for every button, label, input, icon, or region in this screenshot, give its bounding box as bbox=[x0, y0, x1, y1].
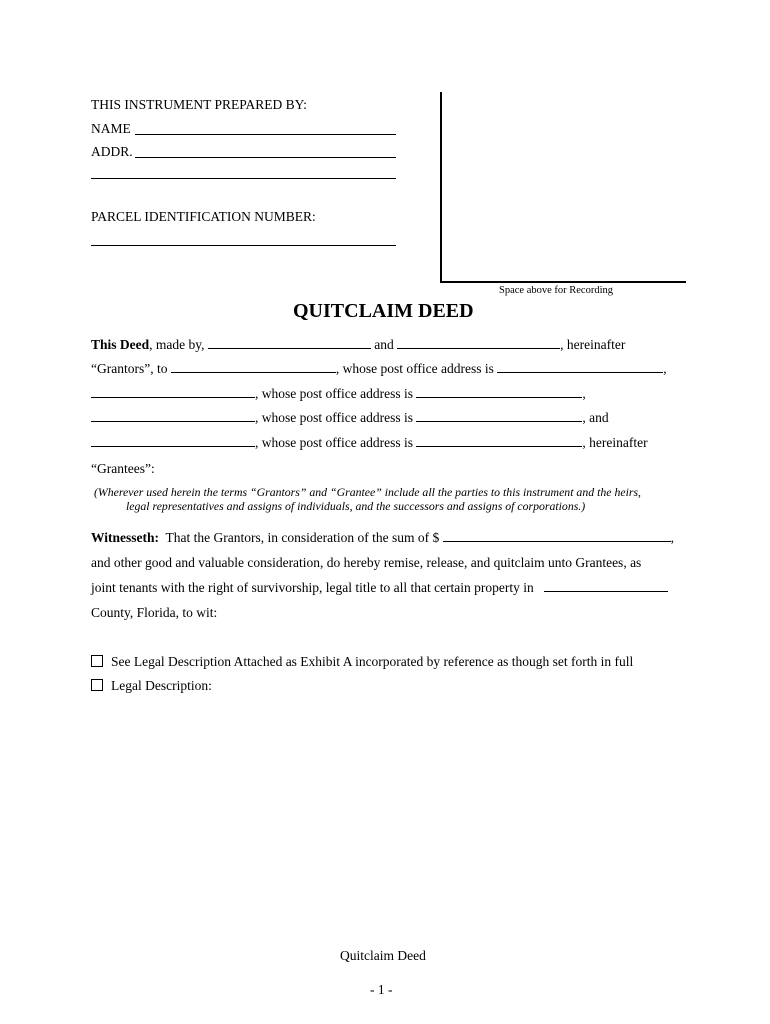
deed-text: , made by, bbox=[149, 337, 205, 352]
recording-area-border-bottom bbox=[440, 281, 686, 283]
deed-line-3 bbox=[91, 386, 586, 402]
witnesseth-line-2: and other good and valuable consideration, do hereby remise, release, and quitclaim unto Grantees, as bbox=[91, 555, 642, 570]
deed-text: , whose post office address is bbox=[255, 386, 413, 401]
deed-text: and bbox=[374, 337, 394, 352]
definition-note-line-2: legal representatives and assigns of individuals, and the successors and assigns of corporations.) bbox=[126, 499, 586, 513]
deed-line-1 bbox=[91, 337, 625, 353]
addr-label: ADDR. bbox=[91, 144, 133, 159]
deed-line-4 bbox=[91, 410, 609, 426]
recording-label: Space above for Recording bbox=[499, 285, 613, 296]
grantee-name-3-field[interactable] bbox=[91, 410, 255, 422]
grantees-label: “Grantees”: bbox=[91, 461, 155, 476]
parcel-field[interactable] bbox=[91, 245, 396, 246]
grantee-address-4-field[interactable] bbox=[416, 435, 582, 447]
definition-note-line-1: (Wherever used herein the terms “Grantors” and “Grantee” include all the parties to this instrument and the heirs, bbox=[94, 485, 641, 499]
option-legal-description[interactable] bbox=[91, 678, 212, 694]
name-field[interactable] bbox=[135, 134, 396, 135]
deed-text: “Grantors”, to bbox=[91, 361, 168, 376]
witnesseth-line-1 bbox=[91, 530, 674, 546]
addr-field-line2[interactable] bbox=[91, 178, 396, 179]
witnesseth-line-3 bbox=[91, 580, 668, 596]
deed-text: , and bbox=[582, 410, 609, 425]
recording-area-border-left bbox=[440, 92, 442, 283]
deed-line-5 bbox=[91, 435, 648, 451]
deed-text: , hereinafter bbox=[560, 337, 626, 352]
county-field[interactable] bbox=[544, 580, 668, 592]
prepared-by-heading: THIS INSTRUMENT PREPARED BY: bbox=[91, 97, 307, 112]
witnesseth-bold: Witnesseth: bbox=[91, 530, 160, 545]
witnesseth-text: joint tenants with the right of survivorship, legal title to all that certain property in bbox=[91, 580, 534, 595]
deed-text: , hereinafter bbox=[582, 435, 648, 450]
witnesseth-line-4: County, Florida, to wit: bbox=[91, 605, 218, 620]
grantee-name-2-field[interactable] bbox=[91, 386, 255, 398]
addr-field[interactable] bbox=[135, 157, 396, 158]
grantee-address-3-field[interactable] bbox=[416, 410, 582, 422]
deed-text: , whose post office address is bbox=[255, 410, 413, 425]
name-label: NAME bbox=[91, 121, 131, 136]
this-deed-bold: This Deed bbox=[91, 337, 150, 352]
grantor-name-2-field[interactable] bbox=[397, 337, 560, 349]
option-label: See Legal Description Attached as Exhibit A incorporated by reference as though set forth in full bbox=[111, 654, 634, 669]
grantee-name-4-field[interactable] bbox=[91, 435, 255, 447]
parcel-label: PARCEL IDENTIFICATION NUMBER: bbox=[91, 209, 316, 224]
witnesseth-text: , bbox=[670, 530, 674, 545]
grantor-name-1-field[interactable] bbox=[208, 337, 371, 349]
page-number: - 1 - bbox=[370, 982, 393, 997]
deed-text: , whose post office address is bbox=[255, 435, 413, 450]
deed-text: , bbox=[582, 386, 586, 401]
deed-text: , bbox=[663, 361, 667, 376]
grantee-name-1-field[interactable] bbox=[171, 361, 336, 373]
exhibit-a-checkbox[interactable] bbox=[91, 655, 103, 667]
legal-description-checkbox[interactable] bbox=[91, 679, 103, 691]
footer-title: Quitclaim Deed bbox=[340, 948, 426, 963]
option-label: Legal Description: bbox=[111, 678, 212, 693]
consideration-amount-field[interactable] bbox=[443, 530, 671, 542]
deed-text: , whose post office address is bbox=[335, 361, 494, 376]
option-exhibit-a[interactable] bbox=[91, 654, 633, 670]
deed-line-2 bbox=[91, 361, 667, 377]
grantee-address-2-field[interactable] bbox=[416, 386, 582, 398]
grantee-address-1-field[interactable] bbox=[497, 361, 663, 373]
document-title: QUITCLAIM DEED bbox=[293, 300, 474, 322]
witnesseth-text: That the Grantors, in consideration of the sum of $ bbox=[165, 530, 440, 545]
